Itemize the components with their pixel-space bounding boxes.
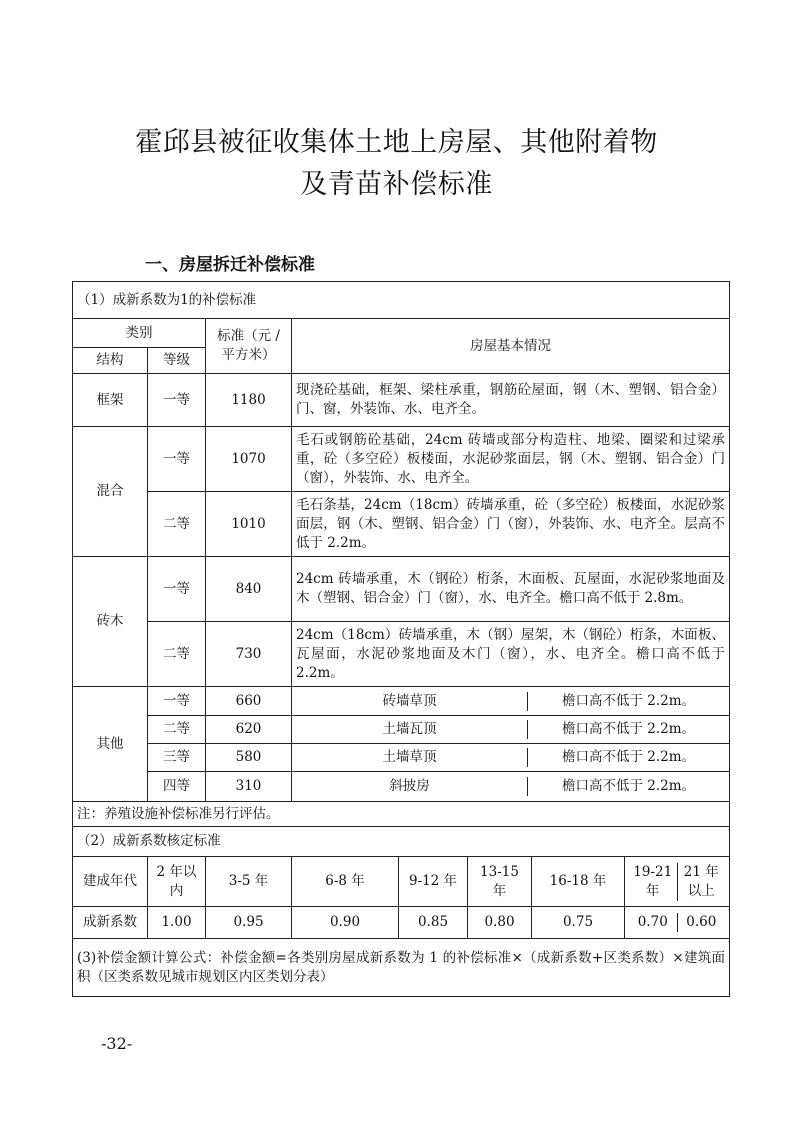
grade-cell: 一等 bbox=[148, 557, 206, 622]
coefficient-split bbox=[629, 913, 725, 932]
col-grade-header: 等级 bbox=[148, 348, 206, 374]
year-range-cell: 3-5 年 bbox=[206, 857, 292, 907]
house-type-cell: 土墙瓦顶 bbox=[292, 720, 528, 739]
description-cell: 毛石或钢筋砼基础，24cm 砖墙或部分构造柱、地梁、圈梁和过梁承重，砼（多空砼）板楼面，水泥砂浆面层，钢（木、塑钢、铝合金）门（窗），外装饰、水、电齐全。 bbox=[292, 427, 730, 492]
description-cell: 24cm（18cm）砖墙承重，木（钢）屋架，木（钢砼）桁条，木面板、瓦屋面，水泥砂浆地面及木门（窗），水、电齐全。檐口高不低于 2.2m。 bbox=[292, 622, 730, 687]
coefficient-value: 0.70 bbox=[637, 914, 668, 930]
structure-cell: 砖木 bbox=[73, 557, 148, 687]
table2-heading: （2）成新系数核定标准 bbox=[73, 827, 730, 857]
grade-cell: 二等 bbox=[148, 492, 206, 557]
house-type-cell: 土墙草顶 bbox=[292, 748, 528, 767]
other-detail-cell bbox=[292, 744, 730, 772]
grade-cell: 一等 bbox=[148, 687, 206, 716]
grade-cell: 二等 bbox=[148, 716, 206, 744]
eave-height-cell: 檐口高不低于 2.2m。 bbox=[528, 777, 730, 796]
price-cell: 580 bbox=[206, 744, 292, 772]
year-range-value: 21 年以上 bbox=[677, 863, 726, 901]
price-cell: 620 bbox=[206, 716, 292, 744]
eave-height-cell: 檐口高不低于 2.2m。 bbox=[528, 692, 730, 711]
build-year-label: 建成年代 bbox=[73, 857, 148, 907]
table1-heading: （1）成新系数为1的补偿标准 bbox=[73, 282, 730, 319]
description-cell: 24cm 砖墙承重，木（钢砼）桁条，木面板、瓦屋面，水泥砂浆地面及木（塑钢、铝合金）门（窗），水、电齐全。檐口高不低于 2.8m。 bbox=[292, 557, 730, 622]
compensation-table bbox=[72, 281, 730, 997]
structure-cell: 其他 bbox=[73, 687, 148, 802]
grade-cell: 一等 bbox=[148, 427, 206, 492]
description-cell: 毛石条基，24cm（18cm）砖墙承重，砼（多空砼）板楼面，水泥砂浆面层，钢（木、塑钢、铝合金）门（窗），外装饰、水、电齐全。层高不低于 2.2m。 bbox=[292, 492, 730, 557]
col-category-header: 类别 bbox=[73, 319, 206, 348]
price-cell: 310 bbox=[206, 772, 292, 802]
col-standard-header: 标准（元 / 平方米） bbox=[206, 319, 292, 374]
compensation-formula: (3)补偿金额计算公式：补偿金额=各类别房屋成新系数为 1 的补偿标准×（成新系数+区类系数）×建筑面积（区类系数见城市规划区内区类划分表） bbox=[73, 939, 730, 997]
other-detail-split bbox=[292, 777, 729, 796]
structure-cell: 框架 bbox=[73, 374, 148, 427]
price-cell: 1180 bbox=[206, 374, 292, 427]
price-cell: 660 bbox=[206, 687, 292, 716]
house-type-cell: 斜披房 bbox=[292, 777, 528, 796]
table-note: 注：养殖设施补偿标准另行评估。 bbox=[73, 802, 730, 827]
year-range-cell: 16-18 年 bbox=[532, 857, 625, 907]
coefficient-cell: 0.90 bbox=[292, 907, 399, 939]
coefficient-cell: 0.95 bbox=[206, 907, 292, 939]
coefficient-label: 成新系数 bbox=[73, 907, 148, 939]
other-detail-cell bbox=[292, 687, 730, 716]
grade-cell: 一等 bbox=[148, 374, 206, 427]
page-number: -32- bbox=[101, 1034, 133, 1053]
other-detail-cell bbox=[292, 772, 730, 802]
other-detail-split bbox=[292, 692, 729, 711]
coefficient-cell: 0.80 bbox=[468, 907, 532, 939]
other-detail-cell bbox=[292, 716, 730, 744]
description-cell: 现浇砼基础，框架、梁柱承重，钢筋砼屋面，钢（木、塑钢、铝合金）门、窗，外装饰、水、电齐全。 bbox=[292, 374, 730, 427]
year-range-cell: 9-12 年 bbox=[399, 857, 468, 907]
year-range-cell: 13-15 年 bbox=[468, 857, 532, 907]
price-cell: 840 bbox=[206, 557, 292, 622]
other-detail-split bbox=[292, 748, 729, 767]
grade-cell: 四等 bbox=[148, 772, 206, 802]
col-structure-header: 结构 bbox=[73, 348, 148, 374]
price-cell: 730 bbox=[206, 622, 292, 687]
document-title-line-1: 霍邱县被征收集体土地上房屋、其他附着物 bbox=[135, 127, 658, 158]
document-title-line-2: 及青苗补偿标准 bbox=[300, 169, 493, 200]
eave-height-cell: 檐口高不低于 2.2m。 bbox=[528, 720, 730, 739]
year-range-split bbox=[629, 863, 725, 901]
price-cell: 1070 bbox=[206, 427, 292, 492]
year-range-value: 19-21 年 bbox=[633, 863, 673, 899]
year-range-cell: 6-8 年 bbox=[292, 857, 399, 907]
coefficient-cell: 0.85 bbox=[399, 907, 468, 939]
year-range-cell bbox=[625, 857, 730, 907]
section-heading: 一、房屋拆迁补偿标准 bbox=[145, 255, 315, 275]
col-basic-header: 房屋基本情况 bbox=[292, 319, 730, 374]
structure-cell: 混合 bbox=[73, 427, 148, 557]
grade-cell: 二等 bbox=[148, 622, 206, 687]
coefficient-cell: 1.00 bbox=[148, 907, 206, 939]
eave-height-cell: 檐口高不低于 2.2m。 bbox=[528, 748, 730, 767]
grade-cell: 三等 bbox=[148, 744, 206, 772]
coefficient-cell: 0.75 bbox=[532, 907, 625, 939]
other-detail-split bbox=[292, 720, 729, 739]
year-range-cell: 2 年以内 bbox=[148, 857, 206, 907]
house-type-cell: 砖墙草顶 bbox=[292, 692, 528, 711]
coefficient-cell bbox=[625, 907, 730, 939]
coefficient-value: 0.60 bbox=[677, 913, 726, 932]
price-cell: 1010 bbox=[206, 492, 292, 557]
